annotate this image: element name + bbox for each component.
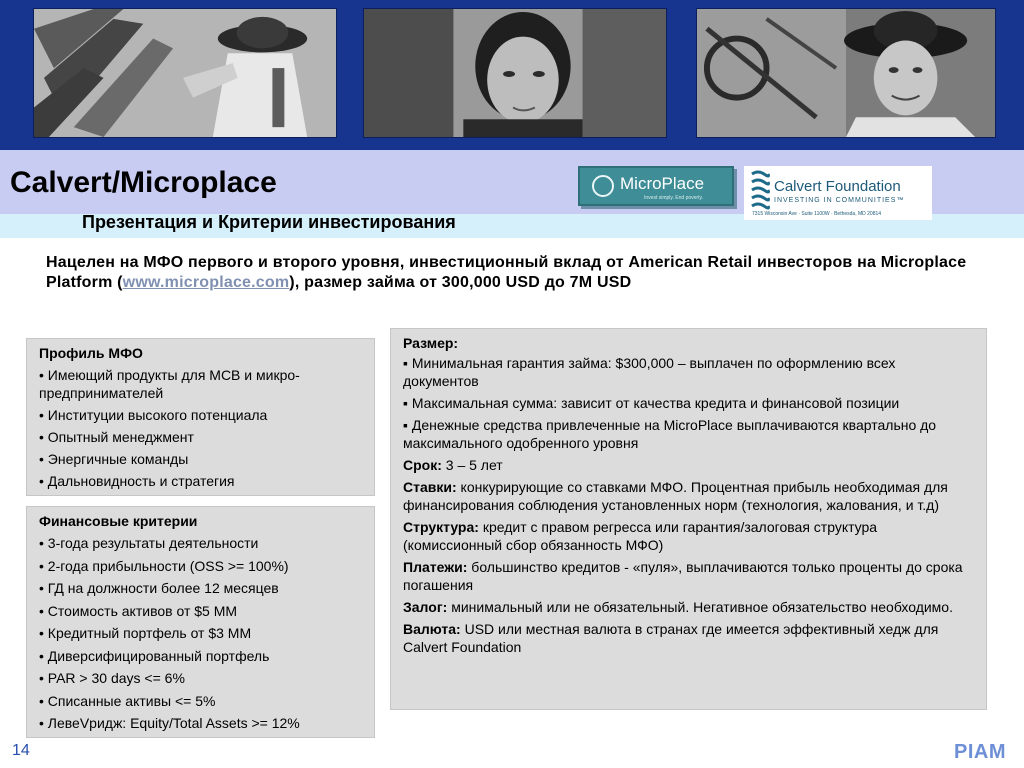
term-label: Валюта: bbox=[403, 621, 461, 637]
piam-logo: PIAM bbox=[954, 741, 1006, 763]
profile-heading: Профиль МФО bbox=[39, 345, 143, 361]
list-item: • ГД на должности более 12 месяцев bbox=[39, 580, 279, 596]
intro-part-1: Нацелен на МФО первого и второго уровня, инвестиционный вклад от American Retail инвесторов на Microplace Platform ( bbox=[46, 254, 967, 291]
calvert-logo-tagline: INVESTING IN COMMUNITIES™ bbox=[774, 197, 905, 204]
term-label: Структура: bbox=[403, 519, 479, 535]
list-item: • 3-года результаты деятельности bbox=[39, 535, 259, 551]
term-row bbox=[403, 518, 974, 554]
intro-part-2: ), размер займа от 300,000 USD до 7M USD bbox=[289, 274, 632, 291]
list-item: ▪ Максимальная сумма: зависит от качества кредита и финансовой позиции bbox=[403, 395, 900, 411]
photo-old-man bbox=[696, 8, 996, 138]
term-text: USD или местная валюта в странах где имеется эффективный хедж для Calvert Foundation bbox=[403, 621, 939, 655]
microplace-logo-text: MicroPlace bbox=[620, 174, 705, 193]
calvert-logo-address: 7315 Wisconsin Ave · Suite 1100W · Bethesda, MD 20814 bbox=[752, 211, 882, 217]
term-label: Ставки: bbox=[403, 479, 457, 495]
financial-criteria-box bbox=[26, 506, 375, 738]
list-item: • Институции высокого потенциала bbox=[39, 407, 268, 423]
list-item: • Диверсифицированный портфель bbox=[39, 647, 270, 664]
list-item: ▪ Минимальная гарантия займа: $300,000 – выплачен по оформлению всех документов bbox=[403, 355, 896, 389]
list-item: • Списанные активы <= 5% bbox=[39, 692, 216, 709]
term-text: минимальный или не обязательный. Негативное обязательство необходимо. bbox=[447, 599, 953, 615]
list-item: • Стоимость активов от $5 MM bbox=[39, 602, 238, 619]
term-label: Залог: bbox=[403, 599, 448, 615]
microplace-link[interactable]: www.microplace.com bbox=[122, 274, 290, 291]
calvert-foundation-logo bbox=[744, 166, 932, 220]
term-row bbox=[403, 598, 974, 616]
list-item: • Кредитный портфель от $3 MM bbox=[39, 625, 252, 641]
calvert-waves-icon bbox=[750, 170, 770, 210]
list-item: • PAR > 30 days <= 6% bbox=[39, 670, 185, 686]
intro-text bbox=[46, 253, 986, 293]
calvert-logo-name: Calvert Foundation bbox=[774, 178, 901, 195]
list-item: • Дальновидность и стратегия bbox=[39, 473, 235, 489]
microplace-logo-tagline: Invest simply. End poverty. bbox=[644, 195, 704, 201]
microplace-ring-icon bbox=[592, 175, 614, 197]
list-item: • Имеющий продукты для МСВ и микро-предпринимателей bbox=[39, 367, 300, 401]
term-row bbox=[403, 558, 974, 594]
term-row bbox=[403, 478, 974, 514]
photo-woman bbox=[363, 8, 667, 138]
page-subtitle: Презентация и Критерии инвестирования bbox=[82, 212, 456, 232]
term-text: кредит с правом регресса или гарантия/залоговая структура (комиссионный сбор обязанность МФО) bbox=[403, 519, 878, 553]
size-heading: Размер: bbox=[403, 335, 459, 351]
term-text: большинство кредитов - «пуля», выплачиваются только проценты до срока погашения bbox=[403, 559, 963, 593]
loan-terms-box bbox=[390, 328, 987, 710]
term-text: конкурирующие со ставками МФО. Процентная прибыль необходимая для финансирования соблюдения установленных норм (технология, жалования, и т.д) bbox=[403, 479, 948, 513]
term-row bbox=[403, 456, 974, 474]
list-item: • 2-года прибыльности (OSS >= 100%) bbox=[39, 557, 289, 574]
photo-banner bbox=[0, 0, 1024, 150]
list-item: • Энергичные команды bbox=[39, 451, 189, 467]
term-label: Платежи: bbox=[403, 559, 468, 575]
term-text: 3 – 5 лет bbox=[441, 457, 503, 473]
mfi-profile-box bbox=[26, 338, 375, 496]
list-item: • ЛевеVридж: Equity/Total Assets >= 12% bbox=[39, 715, 300, 731]
list-item: ▪ Денежные средства привлеченные на MicroPlace выплачиваются квартально до максимального одобренного уровня bbox=[403, 417, 937, 451]
photo-farmer bbox=[33, 8, 337, 138]
microplace-logo bbox=[578, 166, 734, 206]
list-item: • Опытный менеджмент bbox=[39, 429, 194, 445]
term-label: Срок: bbox=[403, 457, 442, 473]
page-title: Calvert/Microplace bbox=[10, 166, 277, 199]
page-number: 14 bbox=[12, 742, 30, 759]
financial-heading: Финансовые критерии bbox=[39, 513, 198, 529]
term-row bbox=[403, 620, 974, 656]
